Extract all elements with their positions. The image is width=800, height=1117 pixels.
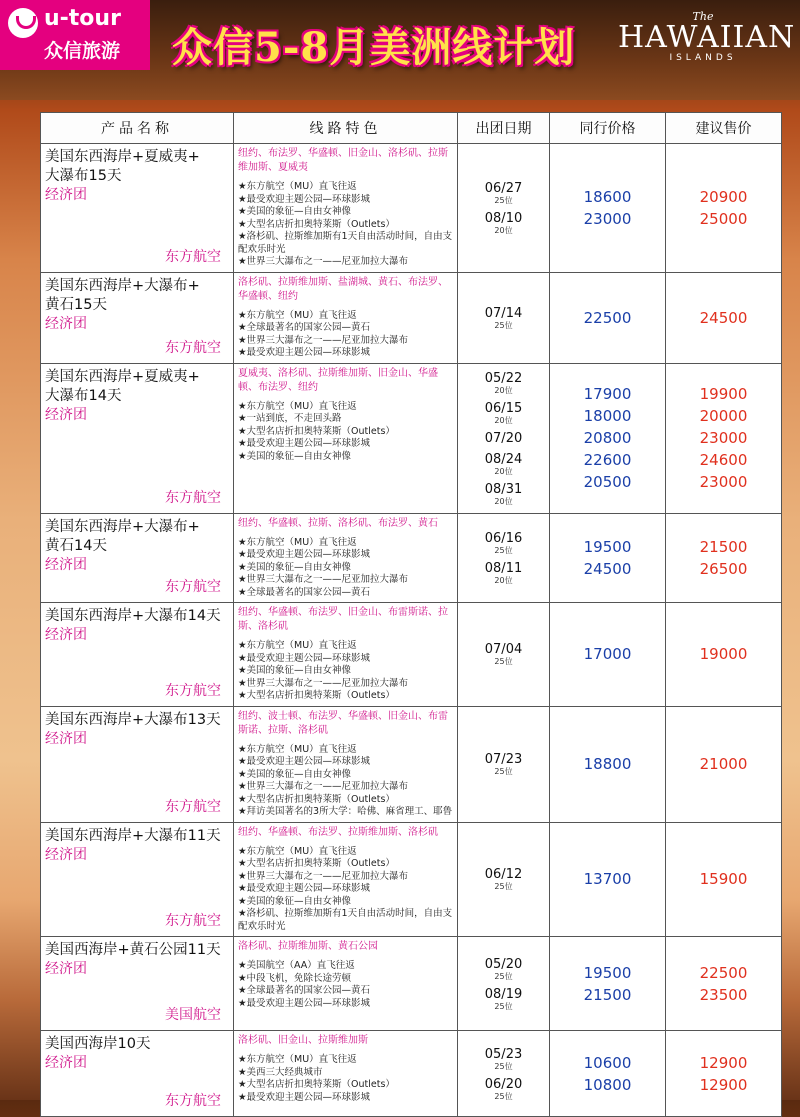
- feature-list: [238, 537, 453, 600]
- peer-price: 17900: [583, 385, 632, 403]
- feature-item: ★ 中段飞机，免除长途劳顿: [238, 973, 453, 986]
- departure-date: 05/20: [484, 956, 523, 972]
- peer-price-cell: [550, 937, 666, 1031]
- product-type: 经济团: [45, 1055, 87, 1071]
- airline: 东方航空: [165, 489, 221, 506]
- seats-count: 25位: [494, 320, 513, 330]
- feature-item: ★ 拜访美国著名的3所大学：哈佛、麻省理工、耶鲁: [238, 806, 453, 819]
- seats-count: 25位: [494, 1061, 513, 1071]
- route-cities: 夏威夷、洛杉矶、拉斯维加斯、旧金山、华盛顿、布法罗、纽约: [238, 367, 438, 393]
- retail-price: 22500: [699, 963, 748, 982]
- table-row: [41, 363, 782, 513]
- feature-item: ★ 大型名店折扣奥特莱斯（Outlets）: [238, 426, 453, 439]
- retail-price-cell: [666, 272, 782, 363]
- airline: 东方航空: [165, 1093, 221, 1109]
- seats-count: 25位: [494, 1001, 513, 1011]
- logo-en-text: u-tour: [44, 6, 121, 31]
- departure-date: 06/20: [484, 1076, 523, 1092]
- table-row: [41, 603, 782, 707]
- feature-item: ★ 洛杉矶、拉斯维加斯有1天自由活动时间，自由支配欢乐时光: [238, 908, 453, 933]
- feature-item: ★ 洛杉矶、拉斯维加斯有1天自由活动时间，自由支配欢乐时光: [238, 231, 453, 256]
- feature-item: ★ 世界三大瀑布之一——尼亚加拉大瀑布: [238, 781, 453, 794]
- product-cell: [41, 603, 234, 707]
- feature-item: ★ 全球最著名的国家公园—黄石: [238, 985, 453, 998]
- peer-price: 13700: [583, 870, 632, 889]
- date-cell: [458, 363, 550, 513]
- seats-count: 20位: [494, 385, 513, 395]
- seats-count: 25位: [494, 195, 513, 205]
- seats-count: 20位: [494, 415, 513, 425]
- features-cell: [234, 1031, 458, 1117]
- peer-price: 20800: [583, 429, 632, 447]
- peer-price: 23000: [583, 209, 632, 228]
- date-cell: [458, 603, 550, 707]
- peer-price-cell: [550, 1031, 666, 1117]
- feature-item: ★ 东方航空（MU）直飞往返: [238, 744, 453, 757]
- product-name: 美国东西海岸+大瀑布14天: [45, 608, 221, 624]
- peer-price: 19500: [583, 537, 632, 556]
- peer-price: 10800: [583, 1075, 632, 1094]
- product-name: 美国东西海岸+大瀑布11天: [45, 827, 221, 844]
- peer-price: 22500: [583, 308, 632, 327]
- feature-list: [238, 846, 453, 934]
- product-type: 经济团: [45, 730, 87, 747]
- retail-price: 24600: [699, 451, 748, 469]
- feature-list: [238, 181, 453, 269]
- table-header-row: [41, 113, 782, 144]
- features-cell: [234, 603, 458, 707]
- feature-item: ★ 美国的象征—自由女神像: [238, 896, 453, 909]
- table-row: [41, 513, 782, 603]
- peer-price: 18800: [583, 755, 632, 773]
- feature-item: ★ 美国的象征—自由女神像: [238, 665, 453, 678]
- col-peer-price: 同行价格: [550, 113, 666, 144]
- departure-date: 08/11: [484, 560, 523, 576]
- product-name: 美国东西海岸+大瀑布13天: [45, 711, 221, 728]
- peer-price: 18000: [583, 407, 632, 425]
- feature-item: ★ 世界三大瀑布之一——尼亚加拉大瀑布: [238, 871, 453, 884]
- departure-date: 06/12: [484, 867, 523, 883]
- departure-date: 05/22: [484, 370, 523, 386]
- product-type: 经济团: [45, 627, 87, 643]
- peer-price-cell: [550, 144, 666, 273]
- feature-item: ★ 大型名店折扣奥特莱斯（Outlets）: [238, 1079, 453, 1092]
- product-type: 经济团: [45, 846, 87, 863]
- features-cell: [234, 513, 458, 603]
- date-cell: [458, 822, 550, 937]
- peer-price: 19500: [583, 963, 632, 982]
- departure-date: 08/19: [484, 986, 523, 1002]
- retail-price: 19000: [699, 645, 748, 664]
- product-name: 美国东西海岸+夏威夷+ 大瀑布14天: [45, 368, 200, 404]
- route-cities: 洛杉矶、旧金山、拉斯维加斯: [238, 1035, 368, 1046]
- feature-item: ★ 全球最著名的国家公园—黄石: [238, 587, 453, 600]
- retail-price: 19900: [699, 385, 748, 403]
- features-cell: [234, 706, 458, 822]
- peer-price: 24500: [583, 559, 632, 578]
- retail-price: 23000: [699, 429, 748, 447]
- product-cell: [41, 272, 234, 363]
- utour-logo: [0, 0, 150, 70]
- product-cell: [41, 822, 234, 937]
- departure-date: 08/10: [484, 210, 523, 226]
- hawaii-main: HAWAIIAN: [618, 20, 796, 55]
- feature-item: ★ 美国的象征—自由女神像: [238, 769, 453, 782]
- col-features: 线路特色: [234, 113, 458, 144]
- airline: 东方航空: [165, 682, 221, 699]
- features-cell: [234, 822, 458, 937]
- product-cell: [41, 937, 234, 1031]
- retail-price-cell: [666, 706, 782, 822]
- retail-price: 23500: [699, 985, 748, 1004]
- feature-item: ★ 美国的象征—自由女神像: [238, 562, 453, 575]
- peer-price-cell: [550, 363, 666, 513]
- retail-price-cell: [666, 144, 782, 273]
- seats-count: 25位: [494, 971, 513, 981]
- hawaiian-islands-logo: [618, 10, 796, 63]
- retail-price: 21500: [699, 537, 748, 556]
- seats-count: 20位: [494, 575, 513, 585]
- seats-count: 25位: [494, 657, 513, 667]
- feature-item: ★ 东方航空（MU）直飞往返: [238, 537, 453, 550]
- airline: 东方航空: [165, 798, 221, 815]
- airline: 东方航空: [165, 248, 221, 265]
- airline: 东方航空: [165, 579, 221, 595]
- seats-count: 25位: [494, 1091, 513, 1101]
- feature-item: ★ 世界三大瀑布之一——尼亚加拉大瀑布: [238, 678, 453, 691]
- retail-price-cell: [666, 603, 782, 707]
- header-banner: [0, 0, 800, 100]
- feature-item: ★ 大型名店折扣奥特莱斯（Outlets）: [238, 858, 453, 871]
- feature-item: ★ 全球最著名的国家公园—黄石: [238, 322, 453, 335]
- peer-price-cell: [550, 706, 666, 822]
- retail-price: 25000: [699, 209, 748, 228]
- seats-count: 20位: [494, 466, 513, 476]
- product-name: 美国西海岸10天: [45, 1036, 151, 1052]
- feature-item: ★ 东方航空（MU）直飞往返: [238, 181, 453, 194]
- feature-item: ★ 一站到底，不走回头路: [238, 413, 453, 426]
- features-cell: [234, 272, 458, 363]
- departure-date: 08/24: [484, 451, 523, 467]
- retail-price-cell: [666, 513, 782, 603]
- feature-list: [238, 1054, 453, 1104]
- retail-price-cell: [666, 937, 782, 1031]
- hawaii-sub: ISLANDS: [669, 53, 737, 63]
- route-cities: 纽约、华盛顿、布法罗、拉斯维加斯、洛杉矶: [238, 826, 438, 838]
- feature-item: ★ 美国的象征—自由女神像: [238, 451, 453, 464]
- feature-item: ★ 美国的象征—自由女神像: [238, 206, 453, 219]
- table-row: [41, 144, 782, 273]
- col-retail-price: 建议售价: [666, 113, 782, 144]
- peer-price: 21500: [583, 985, 632, 1004]
- seats-count: 20位: [494, 496, 513, 506]
- feature-item: ★ 最受欢迎主题公园—环球影城: [238, 998, 453, 1011]
- product-type: 经济团: [45, 406, 87, 423]
- feature-item: ★ 美西三大经典城市: [238, 1067, 453, 1080]
- product-cell: [41, 363, 234, 513]
- product-type: 经济团: [45, 315, 87, 332]
- feature-item: ★ 大型名店折扣奥特莱斯（Outlets）: [238, 219, 453, 232]
- features-cell: [234, 363, 458, 513]
- seats-count: 25位: [494, 882, 513, 892]
- departure-date: 07/14: [484, 305, 523, 321]
- page-title: 众信5-8月美洲线计划: [172, 24, 576, 71]
- feature-list: [238, 401, 453, 464]
- retail-price: 12900: [699, 1053, 748, 1072]
- route-cities: 纽约、波士顿、布法罗、华盛顿、旧金山、布雷斯诺、拉斯、洛杉矶: [238, 710, 448, 736]
- table-row: [41, 937, 782, 1031]
- table-row: [41, 706, 782, 822]
- feature-item: ★ 最受欢迎主题公园—环球影城: [238, 883, 453, 896]
- product-name: 美国西海岸+黄石公园11天: [45, 942, 221, 958]
- retail-price: 24500: [699, 308, 748, 327]
- date-cell: [458, 144, 550, 273]
- feature-item: ★ 世界三大瀑布之一——尼亚加拉大瀑布: [238, 335, 453, 348]
- route-cities: 洛杉矶、拉斯维加斯、黄石公园: [238, 941, 378, 952]
- departure-date: 07/20: [484, 430, 523, 446]
- product-cell: [41, 706, 234, 822]
- departure-date: 08/31: [484, 481, 523, 497]
- date-cell: [458, 513, 550, 603]
- peer-price: 17000: [583, 645, 632, 664]
- departure-date: 07/23: [484, 752, 523, 767]
- feature-list: [238, 960, 453, 1010]
- feature-list: [238, 310, 453, 360]
- feature-item: ★ 美国航空（AA）直飞往返: [238, 960, 453, 973]
- retail-price: 12900: [699, 1075, 748, 1094]
- retail-price: 26500: [699, 559, 748, 578]
- feature-item: ★ 东方航空（MU）直飞往返: [238, 310, 453, 323]
- product-type: 经济团: [45, 556, 87, 573]
- feature-item: ★ 最受欢迎主题公园—环球影城: [238, 756, 453, 769]
- feature-item: ★ 最受欢迎主题公园—环球影城: [238, 194, 453, 207]
- departure-date: 06/16: [484, 530, 523, 546]
- utour-logo-icon: [8, 8, 38, 38]
- retail-price: 23000: [699, 473, 748, 491]
- retail-price: 20000: [699, 407, 748, 425]
- seats-count: 25位: [494, 545, 513, 555]
- departure-date: 06/15: [484, 400, 523, 416]
- date-cell: [458, 1031, 550, 1117]
- retail-price-cell: [666, 363, 782, 513]
- route-cities: 纽约、布法罗、华盛顿、旧金山、洛杉矶、拉斯维加斯、夏威夷: [238, 148, 448, 173]
- product-type: 经济团: [45, 961, 87, 977]
- feature-item: ★ 世界三大瀑布之一——尼亚加拉大瀑布: [238, 574, 453, 587]
- feature-item: ★ 最受欢迎主题公园—环球影城: [238, 347, 453, 360]
- departure-date: 05/23: [484, 1046, 523, 1062]
- feature-item: ★ 最受欢迎主题公园—环球影城: [238, 1092, 453, 1105]
- col-date: 出团日期: [458, 113, 550, 144]
- product-cell: [41, 144, 234, 273]
- airline: 美国航空: [165, 1007, 221, 1023]
- peer-price: 18600: [583, 187, 632, 206]
- peer-price: 10600: [583, 1053, 632, 1072]
- retail-price: 15900: [699, 870, 748, 889]
- product-cell: [41, 1031, 234, 1117]
- feature-item: ★ 东方航空（MU）直飞往返: [238, 1054, 453, 1067]
- features-cell: [234, 937, 458, 1031]
- hawaii-the: The: [692, 10, 714, 23]
- peer-price-cell: [550, 272, 666, 363]
- features-cell: [234, 144, 458, 273]
- retail-price-cell: [666, 1031, 782, 1117]
- date-cell: [458, 706, 550, 822]
- retail-price-cell: [666, 822, 782, 937]
- logo-cn-text: 众信旅游: [44, 40, 121, 62]
- feature-item: ★ 世界三大瀑布之一——尼亚加拉大瀑布: [238, 256, 453, 269]
- departure-date: 06/27: [484, 180, 523, 196]
- product-name: 美国东西海岸+夏威夷+ 大瀑布15天: [45, 149, 200, 184]
- feature-item: ★ 东方航空（MU）直飞往返: [238, 401, 453, 414]
- feature-item: ★ 最受欢迎主题公园—环球影城: [238, 653, 453, 666]
- departure-date: 07/04: [484, 642, 523, 658]
- product-type: 经济团: [45, 187, 87, 203]
- retail-price: 20900: [699, 187, 748, 206]
- col-product: 产品名称: [41, 113, 234, 144]
- route-cities: 纽约、华盛顿、布法罗、旧金山、布雷斯诺、拉斯、洛杉矶: [238, 607, 448, 632]
- peer-price-cell: [550, 822, 666, 937]
- product-name: 美国东西海岸+大瀑布+ 黄石14天: [45, 518, 200, 554]
- seats-count: 25位: [494, 767, 513, 776]
- table-row: [41, 1031, 782, 1117]
- airline: 东方航空: [165, 339, 221, 356]
- route-cities: 洛杉矶、拉斯维加斯、盐湖城、黄石、布法罗、华盛顿、纽约: [238, 276, 448, 302]
- feature-item: ★ 最受欢迎主题公园—环球影城: [238, 549, 453, 562]
- tour-table: [40, 112, 782, 1117]
- seats-count: 20位: [494, 225, 513, 235]
- retail-price: 21000: [699, 755, 748, 773]
- peer-price: 22600: [583, 451, 632, 469]
- table-body: [41, 144, 782, 1117]
- product-cell: [41, 513, 234, 603]
- table-row: [41, 822, 782, 937]
- feature-item: ★ 最受欢迎主题公园—环球影城: [238, 438, 453, 451]
- peer-price-cell: [550, 513, 666, 603]
- table-row: [41, 272, 782, 363]
- feature-item: ★ 大型名店折扣奥特莱斯（Outlets）: [238, 794, 453, 807]
- airline: 东方航空: [165, 913, 221, 929]
- feature-item: ★ 东方航空（MU）直飞往返: [238, 640, 453, 653]
- route-cities: 纽约、华盛顿、拉斯、洛杉矶、布法罗、黄石: [238, 517, 438, 529]
- peer-price: 20500: [583, 473, 632, 491]
- feature-item: ★ 东方航空（MU）直飞往返: [238, 846, 453, 859]
- feature-list: [238, 640, 453, 703]
- feature-list: [238, 744, 453, 819]
- feature-item: ★ 大型名店折扣奥特莱斯（Outlets）: [238, 690, 453, 703]
- date-cell: [458, 272, 550, 363]
- date-cell: [458, 937, 550, 1031]
- peer-price-cell: [550, 603, 666, 707]
- product-name: 美国东西海岸+大瀑布+ 黄石15天: [45, 277, 200, 313]
